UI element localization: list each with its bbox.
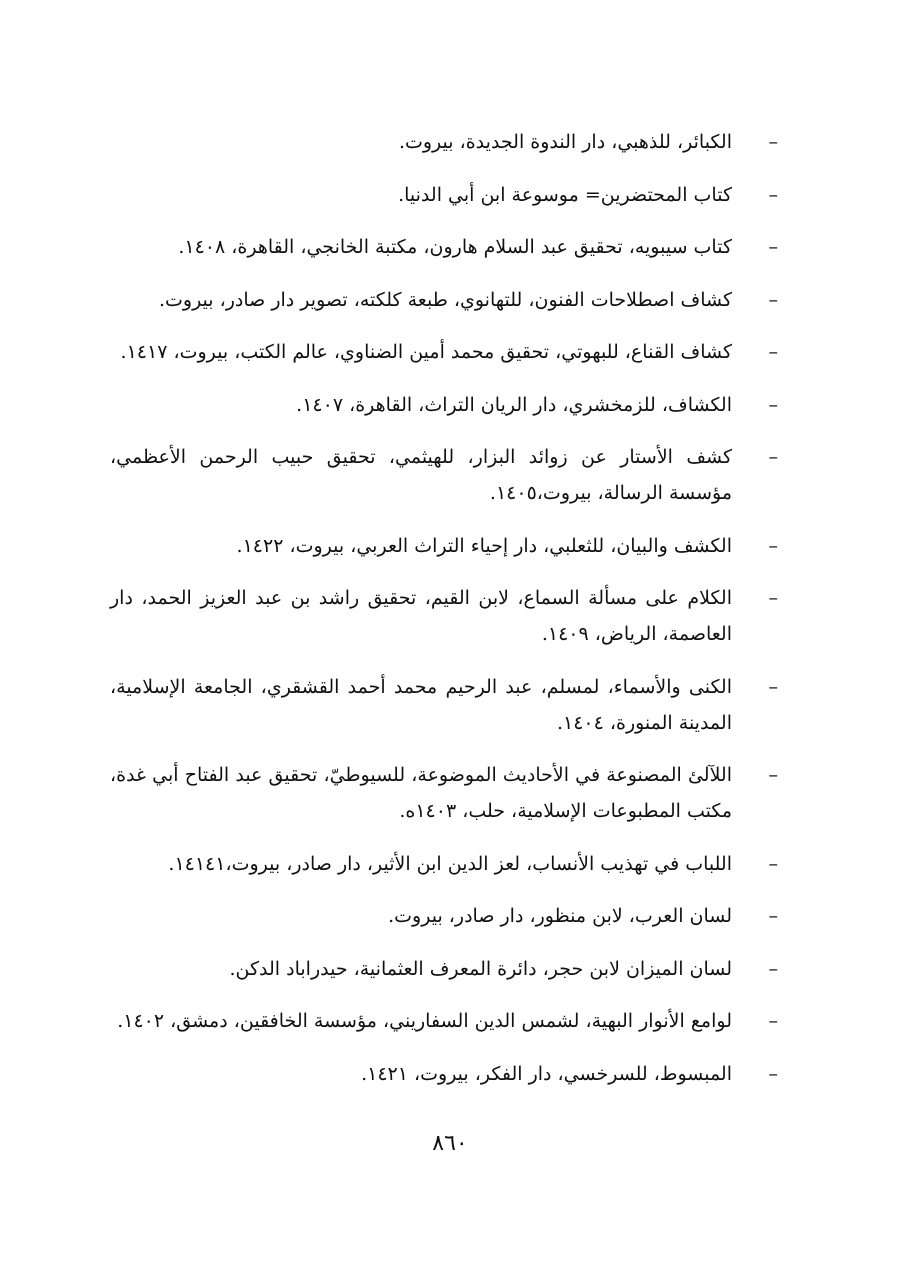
list-bullet: –	[768, 957, 778, 980]
reference-item	[110, 528, 778, 564]
list-bullet: –	[768, 905, 778, 927]
reference-text: الكبائر، للذهبي، دار الندوة الجديدة، بيروت.	[398, 131, 732, 153]
reference-text: لسان الميزان لابن حجر، دائرة المعرف العثمانية، حيدراباد الدكن.	[229, 957, 732, 980]
reference-item	[110, 177, 778, 213]
list-bullet: –	[768, 852, 778, 875]
reference-text: لسان العرب، لابن منظور، دار صادر، بيروت.	[388, 905, 732, 927]
list-bullet: –	[768, 764, 778, 786]
list-bullet: –	[768, 587, 778, 609]
reference-text: الكلام على مسألة السماع، لابن القيم، تحقيق راشد بن عبد العزيز الحمد، دار العاصمة، الرياض، ١٤٠٩.	[110, 587, 732, 645]
reference-text: كشاف القناع، للبهوتي، تحقيق محمد أمين الضناوي، عالم الكتب، بيروت، ١٤١٧.	[120, 341, 732, 363]
list-bullet: –	[768, 341, 778, 363]
reference-item	[110, 229, 778, 265]
reference-text: الكنى والأسماء، لمسلم، عبد الرحيم محمد أحمد القشقري، الجامعة الإسلامية، المدينة المنورة، ١٤٠٤.	[110, 675, 732, 734]
list-bullet: –	[768, 534, 778, 557]
list-bullet: –	[768, 131, 778, 153]
list-bullet: –	[768, 675, 778, 698]
reference-item	[110, 334, 778, 370]
reference-item	[110, 387, 778, 423]
page-number: ٨٦٠	[432, 1131, 468, 1156]
reference-text: المبسوط، للسرخسي، دار الفكر، بيروت، ١٤٢١.	[361, 1062, 732, 1085]
reference-item	[110, 1056, 778, 1092]
reference-text: كشف الأستار عن زوائد البزار، للهيثمي، تحقيق حبيب الرحمن الأعظمي، مؤسسة الرسالة، بيروت،١٤٠٥.	[110, 446, 732, 504]
list-bullet: –	[768, 236, 778, 258]
reference-item	[110, 580, 778, 652]
reference-item	[110, 124, 778, 160]
reference-item	[110, 1003, 778, 1039]
list-bullet: –	[768, 1010, 778, 1032]
reference-text: كتاب سيبويه، تحقيق عبد السلام هارون، مكتبة الخانجي، القاهرة، ١٤٠٨.	[178, 236, 732, 258]
list-bullet: –	[768, 446, 778, 468]
reference-item	[110, 898, 778, 934]
list-bullet: –	[768, 393, 778, 416]
list-bullet: –	[768, 183, 778, 206]
reference-text: كتاب المحتضرين= موسوعة ابن أبي الدنيا.	[398, 183, 732, 206]
reference-item	[110, 951, 778, 987]
reference-text: اللباب في تهذيب الأنساب، لعز الدين ابن الأثير، دار صادر، بيروت،١٤١٤١.	[168, 852, 732, 875]
reference-item	[110, 669, 778, 741]
reference-text: الكشاف، للزمخشري، دار الريان التراث، القاهرة، ١٤٠٧.	[296, 393, 732, 416]
reference-text: كشاف اصطلاحات الفنون، للتهانوي، طبعة كلكته، تصوير دار صادر، بيروت.	[158, 288, 732, 311]
reference-item	[110, 282, 778, 318]
reference-item	[110, 439, 778, 511]
reference-text: لوامع الأنوار البهية، لشمس الدين السفاريني، مؤسسة الخافقين، دمشق، ١٤٠٢.	[117, 1010, 732, 1032]
list-bullet: –	[768, 1062, 778, 1085]
list-bullet: –	[768, 288, 778, 311]
references-list	[110, 124, 778, 1108]
reference-item	[110, 757, 778, 829]
reference-text: الكشف والبيان، للثعلبي، دار إحياء التراث العربي، بيروت، ١٤٢٢.	[236, 534, 732, 557]
reference-item	[110, 846, 778, 882]
reference-text: اللآلئ المصنوعة في الأحاديث الموضوعة، للسيوطيّ، تحقيق عبد الفتاح أبي غدة، مكتب المطبوعات الإسلامية، حلب، ١٤٠٣ه.	[110, 764, 732, 822]
